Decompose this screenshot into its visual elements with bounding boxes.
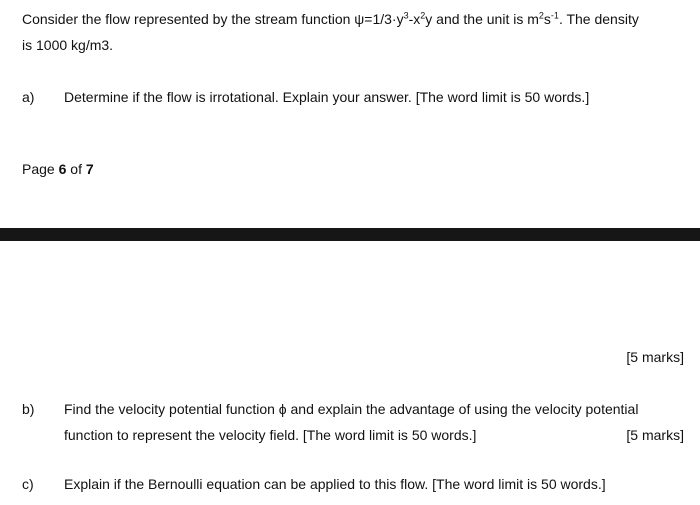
page-footer-middle: of	[70, 161, 82, 177]
page-footer	[22, 161, 94, 177]
current-page-number: 6	[58, 161, 67, 177]
page-divider	[0, 228, 700, 241]
page-footer-prefix: Page	[22, 161, 55, 177]
question-b-text-line-1: Find the velocity potential function ϕ and explain the advantage of using the velocity potential	[64, 401, 639, 417]
total-page-number: 7	[85, 161, 94, 177]
intro-line-2: is 1000 kg/m3.	[22, 37, 114, 53]
question-a-label: a)	[22, 89, 35, 105]
question-b-marks: [5 marks]	[626, 427, 684, 443]
question-b-text-line-2: function to represent the velocity field. [The word limit is 50 words.]	[64, 427, 477, 443]
question-c-label: c)	[22, 476, 34, 492]
question-a-marks: [5 marks]	[626, 349, 684, 365]
question-a-text: Determine if the flow is irrotational. Explain your answer. [The word limit is 50 words.]	[64, 89, 590, 105]
intro-line-1: Consider the flow represented by the stream function $\psi=1/3\cdot y^3-x^2y$ and the unit is $m^2s^{-1}$. The density	[22, 10, 639, 27]
question-c-text: Explain if the Bernoulli equation can be applied to this flow. [The word limit is 50 words.]	[64, 476, 606, 492]
question-b-label: b)	[22, 401, 35, 417]
